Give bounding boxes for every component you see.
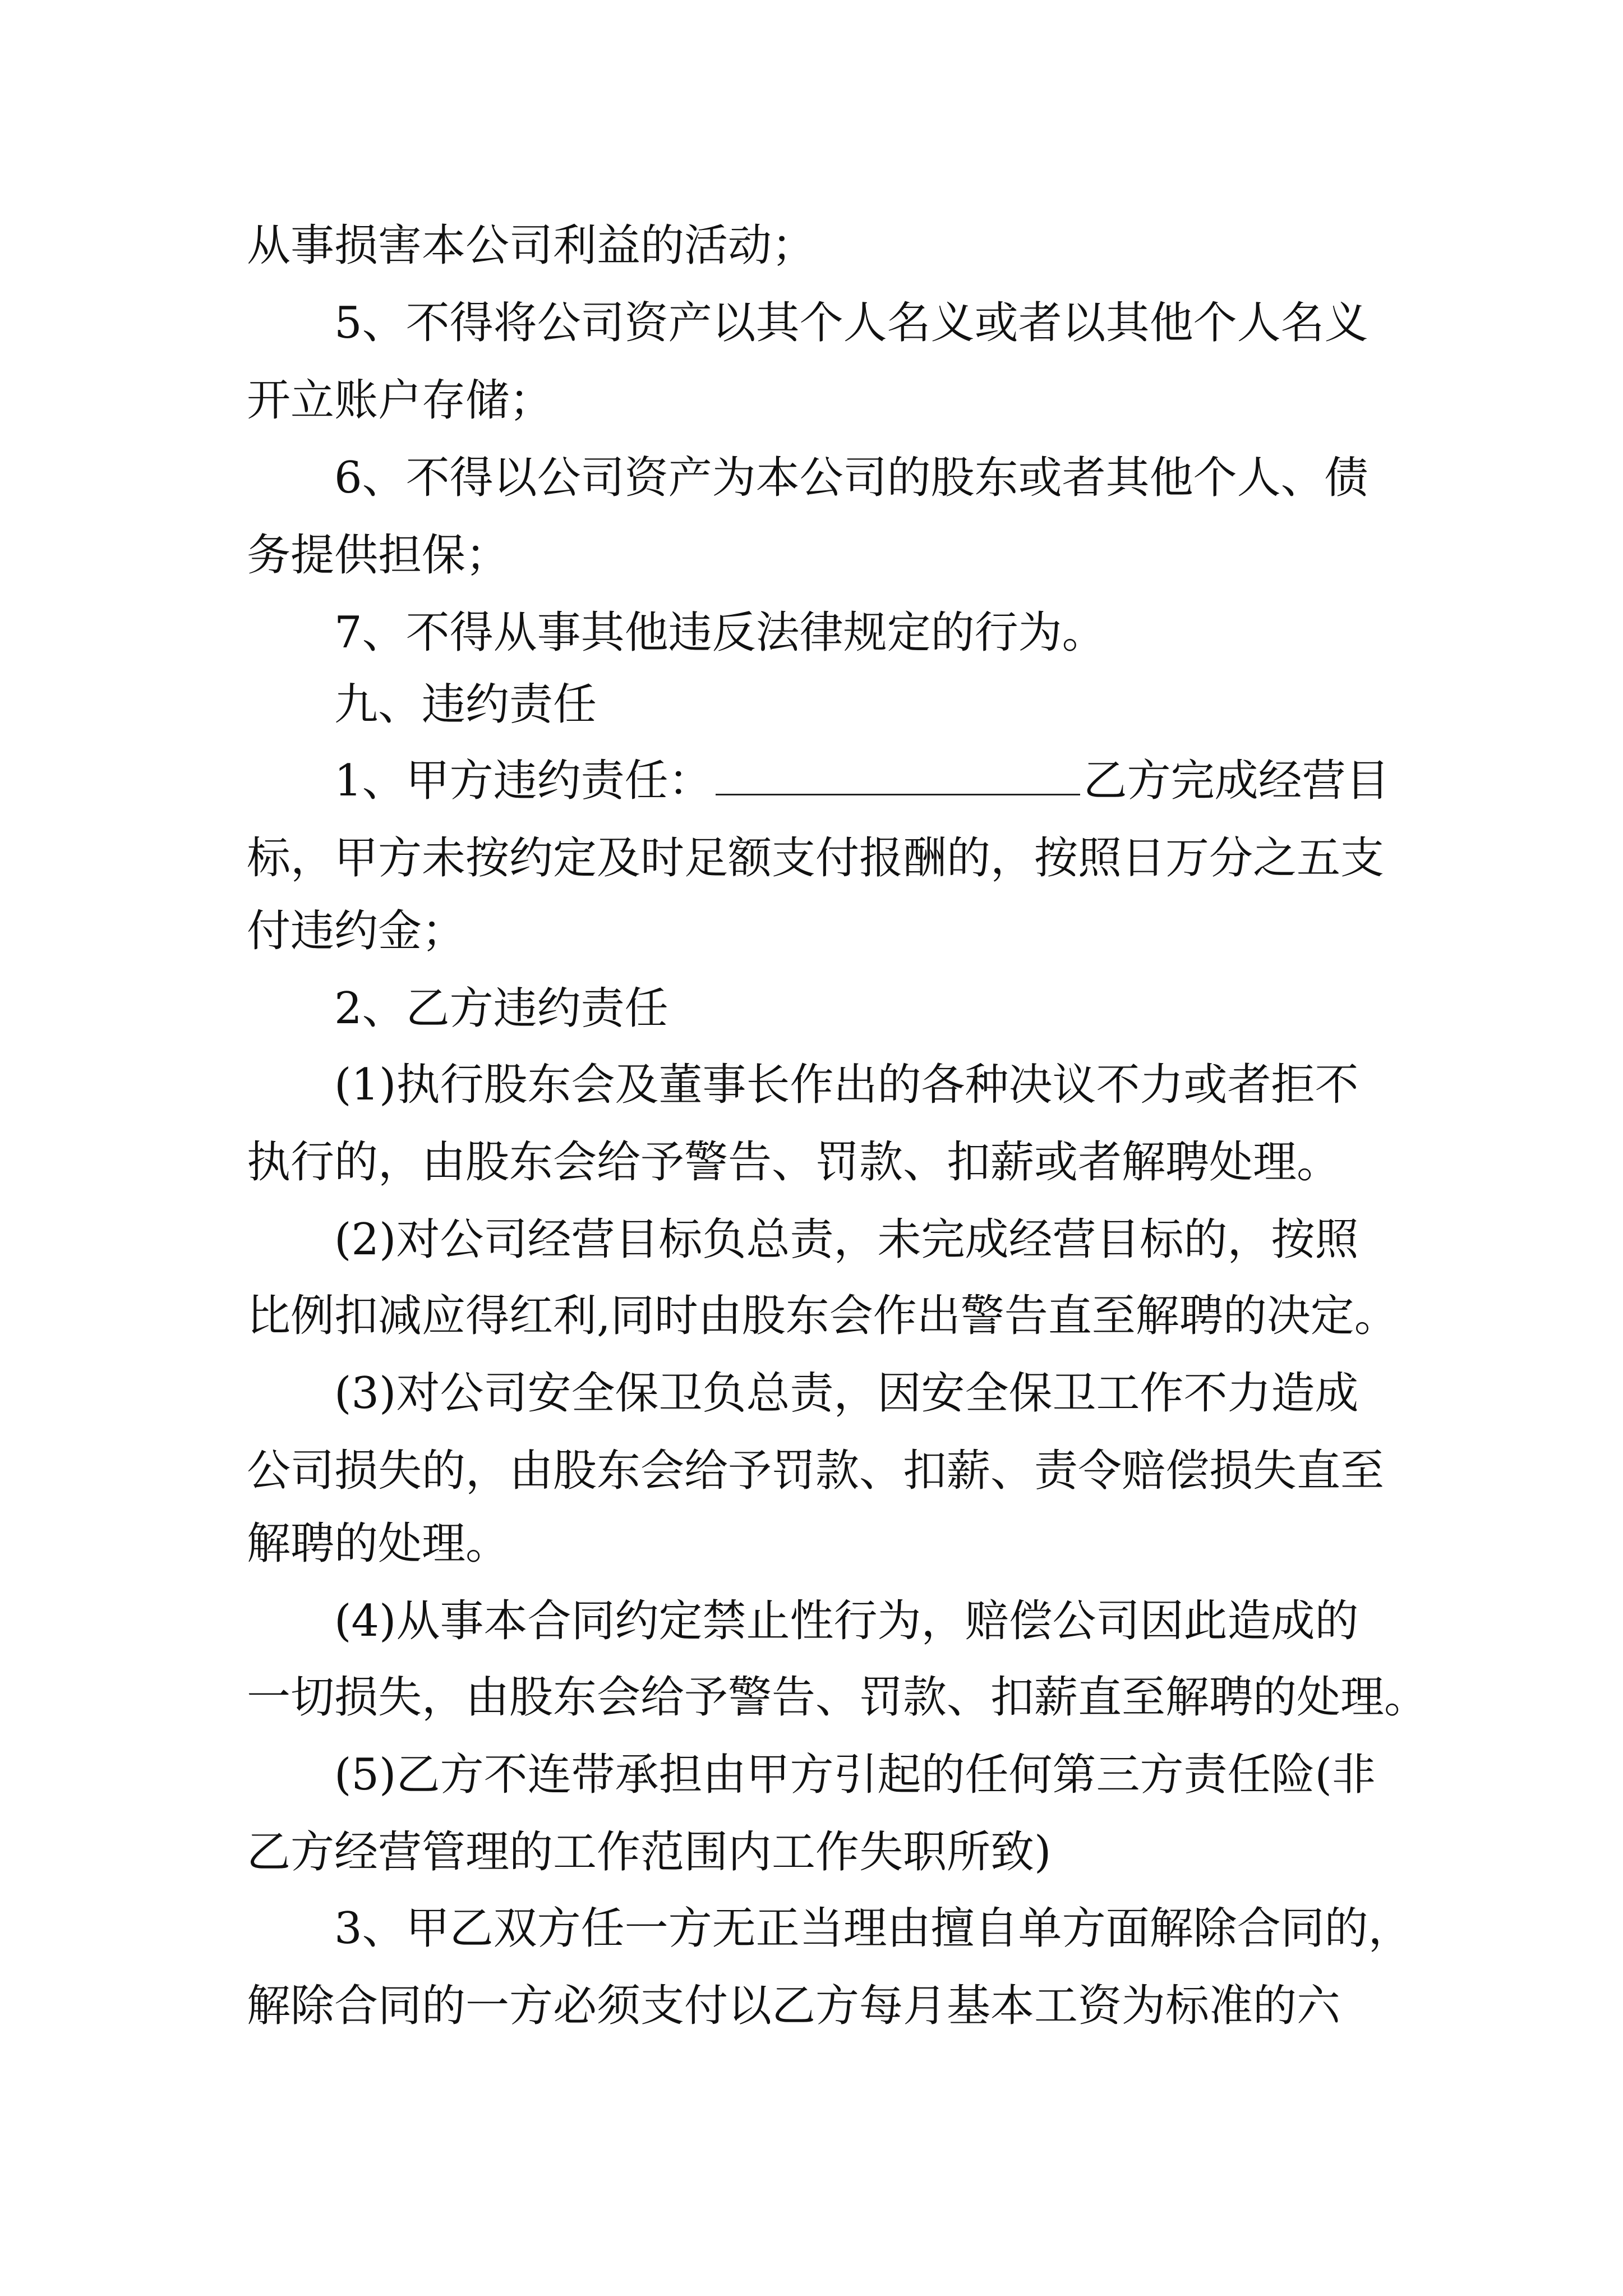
text-line: 3、甲乙双方任一方无正当理由擅自单方面解除合同的， [334,1903,1412,1954]
text-line: 标，甲方未按约定及时足额支付报酬的，按照日万分之五支 [247,833,1385,884]
fill-in-blank[interactable] [716,754,1080,795]
text-line: 解聘的处理。 [247,1519,510,1569]
text-line: (4)从事本合同约定禁止性行为，赔偿公司因此造成的 [334,1596,1359,1646]
text-line: 6、不得以公司资产为本公司的股东或者其他个人、债 [334,453,1368,503]
text-line: 5、不得将公司资产以其个人名义或者以其他个人名义 [334,298,1368,348]
text-line: 公司损失的，由股东会给予罚款、扣薪、责令赔偿损失直至 [247,1446,1385,1496]
text-line: (5)乙方不连带承担由甲方引起的任何第三方责任险(非 [334,1750,1376,1800]
text-segment: 1、甲方违约责任： [334,756,712,806]
text-line: (3)对公司安全保卫负总责，因安全保卫工作不力造成 [334,1368,1359,1419]
text-line: 乙方经营管理的工作范围内工作失职所致) [247,1827,1052,1878]
text-line: 务提供担保； [247,530,510,581]
text-line: (1)执行股东会及董事长作出的各种决议不力或者拒不 [334,1060,1359,1110]
text-segment: 乙方完成经营目 [1083,756,1390,806]
text-line: 从事损害本公司利益的活动； [247,220,816,271]
text-line: 2、乙方违约责任 [334,983,668,1034]
text-line: 7、不得从事其他违反法律规定的行为。 [334,608,1106,658]
text-line: 一切损失，由股东会给予警告、罚款、扣薪直至解聘的处理。 [247,1672,1428,1723]
text-line: 付违约金； [247,906,466,956]
text-line: 开立账户存储； [247,375,554,426]
text-line: 比例扣减应得红利,同时由股东会作出警告直至解聘的决定。 [247,1291,1398,1341]
text-line: 解除合同的一方必须支付以乙方每月基本工资为标准的六 [247,1981,1341,2031]
section-heading: 九、违约责任 [334,679,597,730]
text-line: (2)对公司经营目标负总责，未完成经营目标的，按照 [334,1214,1359,1265]
text-line-with-blank [334,753,1390,809]
text-line: 执行的，由股东会给予警告、罚款、扣薪或者解聘处理。 [247,1137,1341,1188]
